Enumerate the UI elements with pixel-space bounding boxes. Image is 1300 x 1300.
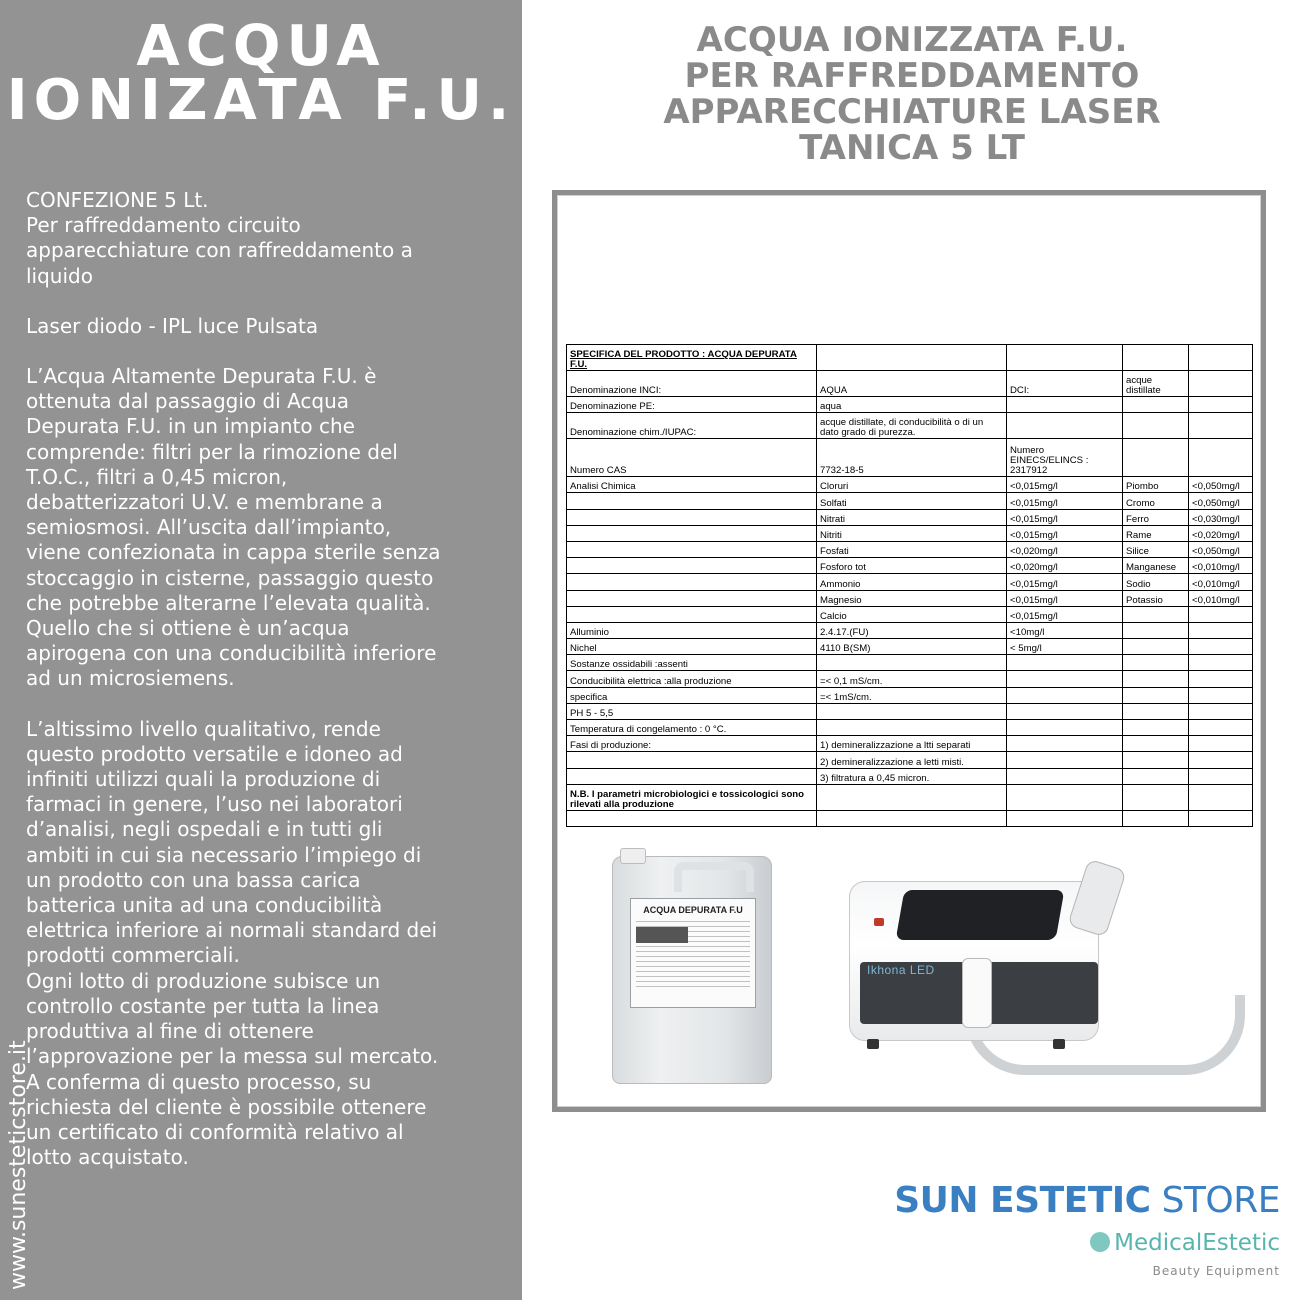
table-cell: <0,010mg/l bbox=[1189, 574, 1253, 590]
description-line: Depurata F.U. in un impianto che bbox=[26, 414, 355, 439]
table-cell bbox=[817, 720, 1007, 736]
table-cell: Fosfati bbox=[817, 541, 1007, 557]
description-line: un prodotto con una bassa carica bbox=[26, 867, 361, 892]
table-cell bbox=[1189, 687, 1253, 703]
table-cell bbox=[1123, 752, 1189, 768]
table-row bbox=[567, 558, 1253, 574]
device-power-button-icon bbox=[874, 918, 884, 926]
laser-device-image bbox=[845, 855, 1255, 1085]
description-line: ad un microsiemens. bbox=[26, 666, 235, 691]
table-row bbox=[567, 671, 1253, 687]
table-cell bbox=[1189, 371, 1253, 397]
table-cell: <0,010mg/l bbox=[1189, 558, 1253, 574]
table-cell: < 5mg/l bbox=[1007, 639, 1123, 655]
description-line: questo prodotto versatile e idoneo ad bbox=[26, 741, 403, 766]
logo-tagline: Beauty Equipment bbox=[1152, 1264, 1280, 1278]
table-cell: Ammonio bbox=[817, 574, 1007, 590]
table-cell: <0,020mg/l bbox=[1007, 558, 1123, 574]
table-cell: <0,050mg/l bbox=[1189, 493, 1253, 509]
description-line: un certificato di conformità relativo al bbox=[26, 1119, 404, 1144]
table-cell bbox=[1007, 810, 1123, 826]
table-cell: 2) demineralizzazione a letti misti. bbox=[817, 752, 1007, 768]
table-cell bbox=[1189, 736, 1253, 752]
right-title-line: ACQUA IONIZZATA F.U. bbox=[696, 20, 1128, 60]
left-title-line1: ACQUA bbox=[136, 14, 386, 79]
table-cell bbox=[1189, 810, 1253, 826]
description-line: prodotti commerciali. bbox=[26, 943, 240, 968]
table-cell: <0,015mg/l bbox=[1007, 477, 1123, 493]
table-row bbox=[567, 784, 1253, 810]
table-cell: Potassio bbox=[1123, 590, 1189, 606]
canister-image bbox=[612, 848, 772, 1084]
table-cell: <0,015mg/l bbox=[1007, 509, 1123, 525]
canister-label bbox=[630, 898, 756, 1008]
device-screen bbox=[896, 890, 1065, 940]
description-line: infiniti utilizzi quali la produzione di bbox=[26, 767, 381, 792]
description-line: richiesta del cliente è possibile ottenere bbox=[26, 1094, 427, 1119]
table-cell: Analisi Chimica bbox=[567, 477, 817, 493]
table-cell: <0,015mg/l bbox=[1007, 493, 1123, 509]
table-cell bbox=[1189, 671, 1253, 687]
description-line: che potrebbe alterarne l’elevata qualità. bbox=[26, 590, 431, 615]
description-line: l’approvazione per la messa sul mercato. bbox=[26, 1044, 439, 1069]
table-cell bbox=[817, 810, 1007, 826]
table-cell bbox=[1123, 345, 1189, 371]
description-line: L’altissimo livello qualitativo, rende bbox=[26, 716, 381, 741]
table-cell bbox=[1123, 736, 1189, 752]
table-row bbox=[567, 574, 1253, 590]
table-cell: <10mg/l bbox=[1007, 622, 1123, 638]
logo-sub bbox=[1090, 1230, 1280, 1256]
device-foot bbox=[867, 1039, 879, 1049]
description-line: Quello che si ottiene è un’acqua bbox=[26, 616, 350, 641]
table-cell: <0,010mg/l bbox=[1189, 590, 1253, 606]
table-cell bbox=[1007, 655, 1123, 671]
table-cell bbox=[1189, 768, 1253, 784]
table-cell: specifica bbox=[567, 687, 817, 703]
logo-main-light: STORE bbox=[1161, 1180, 1280, 1221]
table-cell: Nichel bbox=[567, 639, 817, 655]
table-cell bbox=[1123, 413, 1189, 439]
paragraph-gap bbox=[26, 692, 522, 717]
logo-main bbox=[894, 1180, 1280, 1221]
table-cell: <0,030mg/l bbox=[1189, 509, 1253, 525]
table-cell bbox=[1007, 752, 1123, 768]
table-cell bbox=[1189, 703, 1253, 719]
table-cell: Calcio bbox=[817, 606, 1007, 622]
table-cell bbox=[1123, 606, 1189, 622]
description-line: ottenuta dal passaggio di Acqua bbox=[26, 389, 350, 414]
table-row bbox=[567, 439, 1253, 477]
description-line: batterica unita ad una conducibilità bbox=[26, 893, 383, 918]
table-cell bbox=[1123, 655, 1189, 671]
table-row bbox=[567, 687, 1253, 703]
table-cell: Ferro bbox=[1123, 509, 1189, 525]
table-cell bbox=[567, 752, 817, 768]
table-cell: Fosforo tot bbox=[817, 558, 1007, 574]
table-cell bbox=[567, 574, 817, 590]
table-cell: Temperatura di congelamento : 0 °C. bbox=[567, 720, 817, 736]
canister-label-title: ACQUA DEPURATA F.U bbox=[643, 905, 743, 915]
right-title-line: TANICA 5 LT bbox=[799, 128, 1025, 168]
table-cell: Sostanze ossidabili :assenti bbox=[567, 655, 817, 671]
table-cell bbox=[1189, 752, 1253, 768]
table-cell: AQUA bbox=[817, 371, 1007, 397]
table-cell bbox=[1123, 671, 1189, 687]
table-cell bbox=[1007, 784, 1123, 810]
table-cell: N.B. I parametri microbiologici e tossicologici sono rilevati alla produzione bbox=[567, 784, 817, 810]
description-line: L’Acqua Altamente Depurata F.U. è bbox=[26, 364, 377, 389]
logo-sub-text: MedicalEstetic bbox=[1114, 1230, 1280, 1256]
table-cell: <0,015mg/l bbox=[1007, 525, 1123, 541]
table-cell: Manganese bbox=[1123, 558, 1189, 574]
table-cell: 4110 B(SM) bbox=[817, 639, 1007, 655]
table-cell bbox=[567, 493, 817, 509]
description-line: comprende: filtri per la rimozione del bbox=[26, 439, 398, 464]
table-cell: Alluminio bbox=[567, 622, 817, 638]
description-line: controllo costante per tutta la linea bbox=[26, 993, 380, 1018]
table-row bbox=[567, 768, 1253, 784]
table-cell bbox=[1123, 439, 1189, 477]
table-cell bbox=[567, 606, 817, 622]
table-row bbox=[567, 752, 1253, 768]
table-cell bbox=[1007, 720, 1123, 736]
brand-logo bbox=[894, 1180, 1280, 1284]
table-row bbox=[567, 413, 1253, 439]
table-cell bbox=[1123, 622, 1189, 638]
table-cell: acque distillate, di conducibilità o di un dato grado di purezza. bbox=[817, 413, 1007, 439]
table-cell: Denominazione PE: bbox=[567, 397, 817, 413]
table-cell bbox=[1189, 413, 1253, 439]
table-cell bbox=[1123, 397, 1189, 413]
table-cell: <0,015mg/l bbox=[1007, 574, 1123, 590]
table-cell: Denominazione chim./IUPAC: bbox=[567, 413, 817, 439]
table-cell bbox=[817, 784, 1007, 810]
description-line: CONFEZIONE 5 Lt. bbox=[26, 188, 209, 212]
table-cell: DCI: bbox=[1007, 371, 1123, 397]
table-cell bbox=[1189, 439, 1253, 477]
table-cell: Silice bbox=[1123, 541, 1189, 557]
table-row bbox=[567, 509, 1253, 525]
table-row bbox=[567, 720, 1253, 736]
table-row bbox=[567, 397, 1253, 413]
table-row bbox=[567, 606, 1253, 622]
table-cell: 7732-18-5 bbox=[817, 439, 1007, 477]
table-cell: Rame bbox=[1123, 525, 1189, 541]
canister-cap bbox=[620, 848, 646, 864]
website-url[interactable]: www.sunesteticstore.it bbox=[6, 1040, 31, 1290]
table-cell bbox=[567, 525, 817, 541]
device-foot bbox=[1053, 1039, 1065, 1049]
description-line: Ogni lotto di produzione subisce un bbox=[26, 968, 381, 993]
table-row bbox=[567, 590, 1253, 606]
spec-table bbox=[566, 344, 1253, 827]
table-cell bbox=[1189, 639, 1253, 655]
device-handpiece bbox=[1067, 859, 1127, 938]
table-row bbox=[567, 345, 1253, 371]
table-cell bbox=[1189, 345, 1253, 371]
table-cell: =< 0,1 mS/cm. bbox=[817, 671, 1007, 687]
table-cell bbox=[1007, 736, 1123, 752]
table-cell: =< 1mS/cm. bbox=[817, 687, 1007, 703]
left-title bbox=[0, 14, 522, 133]
table-cell: 1) demineralizzazione a ltti separati bbox=[817, 736, 1007, 752]
table-cell bbox=[1189, 784, 1253, 810]
table-cell: Piombo bbox=[1123, 477, 1189, 493]
table-cell bbox=[567, 509, 817, 525]
table-cell bbox=[817, 655, 1007, 671]
table-cell: Numero CAS bbox=[567, 439, 817, 477]
canister-label-logo bbox=[636, 927, 688, 943]
table-cell: Cloruri bbox=[817, 477, 1007, 493]
left-title-line2: IONIZATA F.U. bbox=[6, 68, 516, 133]
table-cell: <0,020mg/l bbox=[1007, 541, 1123, 557]
table-cell: <0,015mg/l bbox=[1007, 606, 1123, 622]
table-cell: 3) filtratura a 0,45 micron. bbox=[817, 768, 1007, 784]
medical-heart-icon bbox=[1090, 1232, 1110, 1252]
table-cell bbox=[1123, 810, 1189, 826]
description-line: A conferma di questo processo, su bbox=[26, 1069, 372, 1094]
table-row bbox=[567, 639, 1253, 655]
table-cell bbox=[1007, 671, 1123, 687]
description-line: stoccaggio in cisterne, passaggio questo bbox=[26, 565, 434, 590]
table-cell bbox=[1189, 606, 1253, 622]
table-row bbox=[567, 703, 1253, 719]
table-row bbox=[567, 736, 1253, 752]
table-cell: 2.4.17.(FU) bbox=[817, 622, 1007, 638]
table-row bbox=[567, 622, 1253, 638]
table-cell: aqua bbox=[817, 397, 1007, 413]
table-cell: <0,050mg/l bbox=[1189, 477, 1253, 493]
logo-main-strong: SUN ESTETIC bbox=[894, 1180, 1151, 1221]
right-title bbox=[600, 22, 1224, 166]
table-cell bbox=[1123, 703, 1189, 719]
description-line: farmaci in genere, l’uso nei laboratori bbox=[26, 792, 403, 817]
right-title-line: APPARECCHIATURE LASER bbox=[663, 92, 1161, 132]
description-line: semiosmosi. All’uscita dall’impianto, bbox=[26, 515, 392, 540]
paragraph-gap bbox=[26, 289, 522, 314]
table-cell bbox=[817, 345, 1007, 371]
table-cell bbox=[1123, 687, 1189, 703]
table-row bbox=[567, 477, 1253, 493]
table-cell: <0,050mg/l bbox=[1189, 541, 1253, 557]
table-cell bbox=[1189, 397, 1253, 413]
description-line: liquido bbox=[26, 263, 93, 288]
table-cell: Sodio bbox=[1123, 574, 1189, 590]
table-cell: Solfati bbox=[817, 493, 1007, 509]
table-cell: Fasi di produzione: bbox=[567, 736, 817, 752]
description-line: viene confezionata in cappa sterile senza bbox=[26, 540, 441, 565]
description-line: T.O.C., filtri a 0,45 micron, bbox=[26, 464, 288, 489]
paragraph-gap bbox=[26, 339, 522, 364]
table-cell bbox=[567, 768, 817, 784]
table-cell: Numero EINECS/ELINCS : 2317912 bbox=[1007, 439, 1123, 477]
table-cell bbox=[817, 703, 1007, 719]
table-cell bbox=[1189, 720, 1253, 736]
description-line: d’analisi, negli ospedali e in tutti gli bbox=[26, 817, 383, 842]
table-cell bbox=[1123, 768, 1189, 784]
table-cell bbox=[1007, 768, 1123, 784]
table-cell bbox=[1007, 413, 1123, 439]
table-cell: Magnesio bbox=[817, 590, 1007, 606]
table-cell: <0,015mg/l bbox=[1007, 590, 1123, 606]
description-line: debatterizzatori U.V. e membrane a bbox=[26, 490, 383, 515]
table-cell bbox=[567, 558, 817, 574]
table-row bbox=[567, 493, 1253, 509]
table-cell: Denominazione INCI: bbox=[567, 371, 817, 397]
table-cell bbox=[1123, 784, 1189, 810]
device-brand-label: Ikhona LED bbox=[867, 963, 935, 977]
table-cell bbox=[1189, 655, 1253, 671]
device-handpiece-holder bbox=[962, 958, 992, 1028]
table-cell: Conducibilità elettrica :alla produzione bbox=[567, 671, 817, 687]
table-cell: Nitrati bbox=[817, 509, 1007, 525]
table-cell bbox=[1123, 720, 1189, 736]
table-cell: PH 5 - 5,5 bbox=[567, 703, 817, 719]
description-line: elettrica inferiore ai normali standard dei bbox=[26, 918, 438, 943]
description-line: ambiti in cui sia necessario l’impiego di bbox=[26, 842, 422, 867]
table-cell bbox=[567, 590, 817, 606]
description-line: Laser diodo - IPL luce Pulsata bbox=[26, 313, 319, 338]
table-cell: Nitriti bbox=[817, 525, 1007, 541]
description-line: Per raffreddamento circuito bbox=[26, 213, 301, 238]
table-row bbox=[567, 525, 1253, 541]
table-row bbox=[567, 810, 1253, 826]
device-cabinet bbox=[849, 881, 1099, 1041]
left-panel bbox=[0, 0, 522, 1300]
table-cell bbox=[1123, 639, 1189, 655]
table-cell: acque distillate bbox=[1123, 371, 1189, 397]
table-cell bbox=[1007, 397, 1123, 413]
right-title-line: PER RAFFREDDAMENTO bbox=[684, 56, 1140, 96]
table-cell bbox=[1189, 622, 1253, 638]
description-line: produttiva al fine di ottenere bbox=[26, 1019, 314, 1044]
canister-handle bbox=[674, 862, 754, 892]
table-cell bbox=[1007, 687, 1123, 703]
table-cell: Cromo bbox=[1123, 493, 1189, 509]
description-text bbox=[26, 188, 522, 1170]
table-row bbox=[567, 371, 1253, 397]
table-cell: SPECIFICA DEL PRODOTTO : ACQUA DEPURATA F.U. bbox=[567, 345, 817, 371]
description-line: apirogena con una conducibilità inferiore bbox=[26, 641, 437, 666]
table-cell: <0,020mg/l bbox=[1189, 525, 1253, 541]
description-line: apparecchiature con raffreddamento a bbox=[26, 238, 413, 263]
description-line: lotto acquistato. bbox=[26, 1145, 189, 1170]
table-cell bbox=[1007, 345, 1123, 371]
table-cell bbox=[567, 810, 817, 826]
table-row bbox=[567, 655, 1253, 671]
table-row bbox=[567, 541, 1253, 557]
table-cell bbox=[1007, 703, 1123, 719]
table-cell bbox=[567, 541, 817, 557]
